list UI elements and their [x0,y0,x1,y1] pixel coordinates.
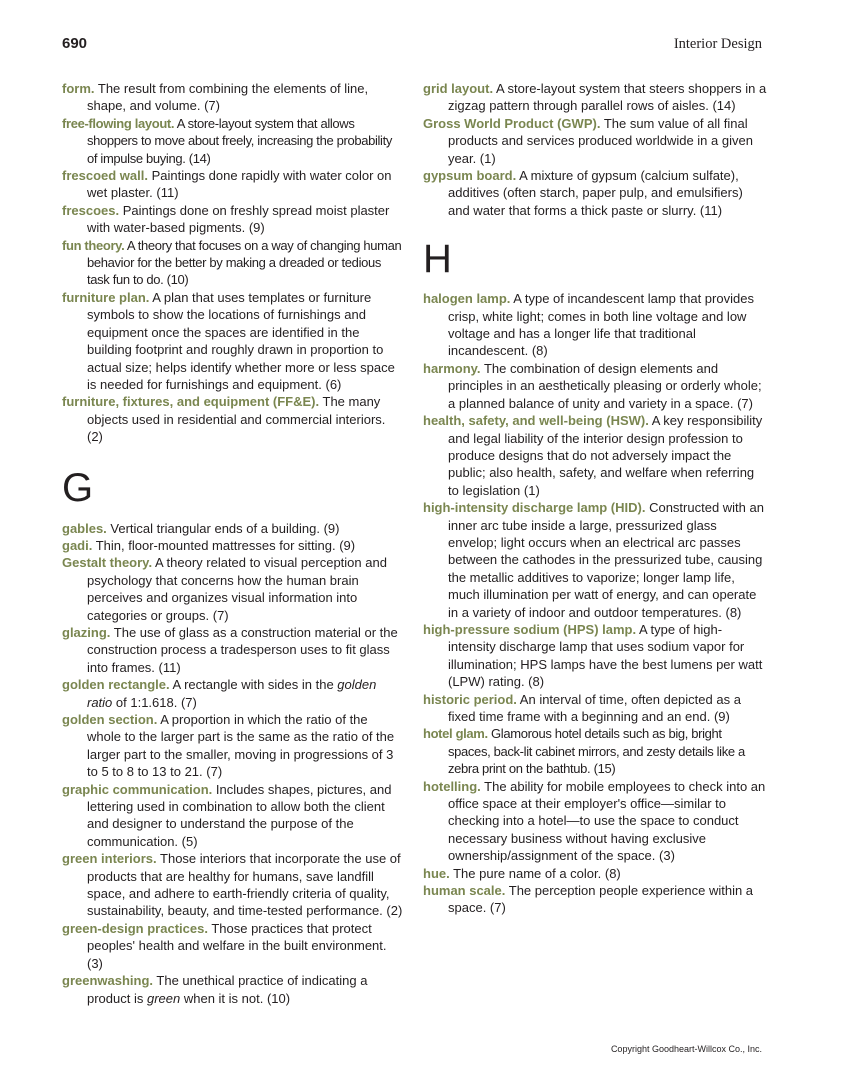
glossary-entry [62,237,404,289]
copyright-notice: Copyright Goodheart-Willcox Co., Inc. [610,1044,762,1054]
glossary-term: grid layout. [423,81,494,96]
section-letter-h: H [423,237,452,282]
glossary-definition: Those practices that protect peoples' health and welfare in the built environment. (3) [87,920,387,971]
glossary-entry [62,711,404,781]
glossary-term: hue. [423,865,450,881]
glossary-definition: Glamorous hotel details such as big, bright spaces, back-lit cabinet mirrors, and zesty details like a zebra print on the bathtub. (15) [448,726,745,777]
page-number: 690 [62,35,88,52]
glossary-definition-continued: when it is not. (10) [180,990,291,1006]
glossary-definition: A type of high-intensity discharge lamp that uses sodium vapor for illumination; HPS lamps have the best lumens per watt (LPW) rating. (8) [448,621,763,690]
glossary-term: graphic communication. [62,781,213,797]
glossary-term: health, safety, and well-being (HSW). [423,413,649,429]
glossary-definition: A store-layout system that steers shoppers in a zigzag pattern through parallel rows of aisles. (14) [448,81,767,114]
glossary-definition: Thin, floor-mounted mattresses for sitting. (9) [92,537,356,553]
glossary-entry [423,167,767,219]
glossary-entry [423,412,767,499]
glossary-definition: A theory that focuses on a way of changing human behavior for the better by making a dreaded or tedious task fun to do. (10) [87,237,402,288]
glossary-entry [423,115,767,167]
glossary-definition: Paintings done rapidly with water color on wet plaster. (11) [87,168,392,201]
glossary-term: high-intensity discharge lamp (HID). [423,500,646,516]
glossary-definition-italic: green [146,990,181,1006]
glossary-term: Gestalt theory. [62,555,153,571]
glossary-term: form. [62,81,95,96]
glossary-entry [423,290,767,360]
glossary-definition-continued: of 1:1.618. (7) [112,694,197,710]
left-column [62,80,404,1007]
glossary-definition: A store-layout system that allows shoppers to move about freely, increasing the probability of impulse buying. (14) [87,115,392,166]
glossary-entry [62,520,404,537]
entries-f-list [62,80,404,446]
glossary-entry [423,778,767,865]
glossary-entry [62,850,404,920]
glossary-definition: The combination of design elements and principles in an aesthetically pleasing or orderly whole; a planned balance of unity and variety in a space. (7) [448,360,762,411]
glossary-definition: The result from combining the elements of line, shape, and volume. (7) [87,81,369,114]
glossary-term: frescoes. [62,202,120,218]
glossary-term: green-design practices. [62,920,208,936]
glossary-entry [62,80,404,115]
glossary-entry [62,393,404,445]
glossary-entry [423,80,767,115]
glossary-term: gypsum board. [423,168,517,184]
glossary-entry [62,115,404,167]
glossary-entry [423,691,767,726]
glossary-entry [62,781,404,851]
glossary-definition: A type of incandescent lamp that provides crisp, white light; comes in both line voltage and low voltage and has a longer life that traditional incandescent. (8) [448,291,754,359]
glossary-definition: A theory related to visual perception and psychology that concerns how the human brain perceives and organizes visual information into categories or groups. (7) [87,555,387,623]
glossary-term: greenwashing. [62,973,154,989]
glossary-definition: Constructed with an inner arc tube inside a large, pressurized glass envelop; light occurs when an electrical arc passes between the cathodes in the pressurized tube, causing the metallic additives to vaporize; longer lamp life, much illumination per watt of energy, and can operate in a variety of indoor and outdoor temperatures. (8) [448,500,764,620]
glossary-entry [62,202,404,237]
glossary-term: frescoed wall. [62,168,148,184]
glossary-term: halogen lamp. [423,291,511,307]
glossary-definition: Those interiors that incorporate the use of products that are healthy for humans, save landfill space, and adhere to earth-friendly criteria of quality, sustainability, beauty, and time-tested performance. (2) [87,851,403,919]
glossary-entry [62,624,404,676]
glossary-definition: A rectangle with sides in the [169,677,338,693]
glossary-definition: The use of glass as a construction material or the construction process a tradesperson uses to fit glass into frames. (11) [87,624,398,675]
glossary-term: historic period. [423,691,517,707]
glossary-entry [62,289,404,393]
glossary-term: furniture plan. [62,289,150,305]
glossary-term: green interiors. [62,851,157,867]
entries-g-list [62,520,404,1007]
entries-h-list [423,290,767,917]
glossary-definition: Vertical triangular ends of a building. (9) [106,520,340,536]
section-letter-g: G [62,465,94,510]
glossary-term: furniture, fixtures, and equipment (FF&E). [62,394,320,410]
glossary-definition: An interval of time, often depicted as a fixed time frame with a beginning and an end. (9) [448,691,741,724]
glossary-definition: The unethical practice of indicating a product is [87,973,368,1006]
glossary-definition: The ability for mobile employees to check into an office space at their employer's office—similar to checking into a hotel—to use the space to conduct necessary business without having exclusive ownership/assignment of the space. (3) [448,778,766,864]
glossary-definition: A mixture of gypsum (calcium sulfate), additives (often starch, paper pulp, and emulsifiers) and water that forms a thick paste or slurry. (11) [448,168,743,218]
glossary-definition: The perception people experience within a space. (7) [448,883,754,916]
glossary-definition-italic: golden ratio [87,677,377,710]
glossary-entry [62,920,404,972]
glossary-entry [423,621,767,691]
glossary-entry [423,725,767,777]
glossary-term: human scale. [423,883,506,899]
glossary-term: gadi. [62,537,93,553]
glossary-term: golden rectangle. [62,677,170,693]
glossary-definition: A key responsibility and legal liability of the interior design profession to produce designs that do not adversely impact the public; also health, safety, and welfare when referring to legislation (1) [448,413,763,498]
glossary-term: glazing. [62,624,111,640]
glossary-entry [62,537,404,554]
glossary-term: high-pressure sodium (HPS) lamp. [423,621,637,637]
glossary-definition: The pure name of a color. (8) [449,865,621,881]
glossary-term: Gross World Product (GWP). [423,115,601,131]
glossary-entry [423,499,767,621]
glossary-entry [62,554,404,624]
running-head: Interior Design [673,36,762,52]
glossary-definition: The sum value of all final products and services produced worldwide in a given year. (1) [448,115,753,166]
glossary-definition: A proportion in which the ratio of the whole to the larger part is the same as the ratio of the larger part to the smaller, moving in progressions of 3 to 5 to 8 to 13 to 21. (7) [87,712,395,780]
glossary-term: fun theory. [62,237,125,253]
glossary-definition: Includes shapes, pictures, and lettering used in combination to allow both the client and designer to understand the purpose of the communication. (5) [87,781,392,849]
glossary-entry [62,167,404,202]
glossary-entry [423,865,767,882]
entries-g-cont-list [423,80,767,219]
glossary-entry [423,360,767,412]
glossary-term: hotel glam. [423,726,488,742]
glossary-term: harmony. [423,360,481,376]
glossary-entry [62,676,404,711]
glossary-definition: A plan that uses templates or furniture symbols to show the locations of furnishings and equipment once the spaces are identified in the building footprint and roughly drawn in proportion to actual size; helps identify whether more or less space is needed for furnishings and equipment. (6) [87,289,395,392]
glossary-term: free-flowing layout. [62,115,175,131]
glossary-term: hotelling. [423,778,481,794]
right-column [423,80,767,917]
glossary-entry [423,882,767,917]
glossary-definition: The many objects used in residential and commercial interiors. (2) [87,394,386,445]
glossary-entry [62,972,404,1007]
glossary-term: gables. [62,520,107,536]
glossary-term: golden section. [62,712,158,727]
glossary-definition: Paintings done on freshly spread moist plaster with water-based pigments. (9) [87,202,390,236]
